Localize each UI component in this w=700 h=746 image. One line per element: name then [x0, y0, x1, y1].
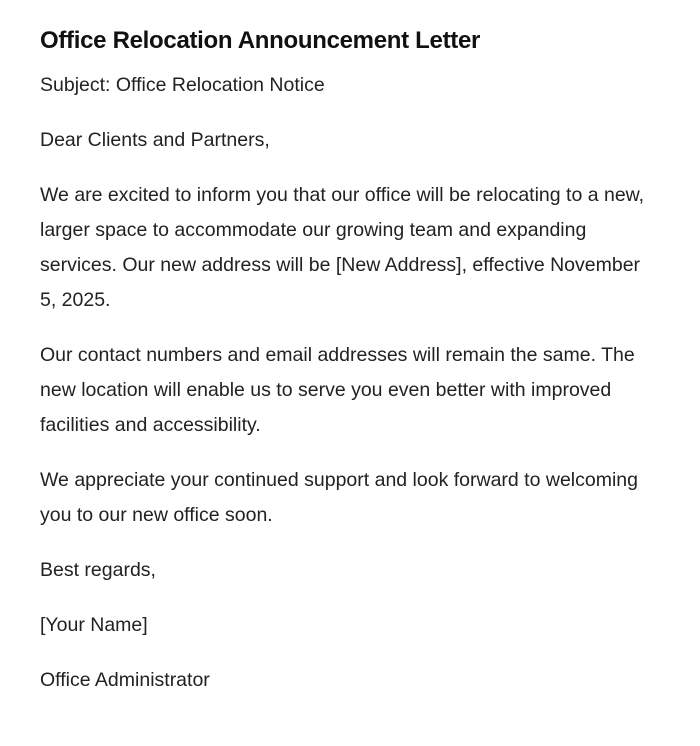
letter-document [40, 24, 660, 718]
signer-title: Office Administrator [40, 669, 210, 691]
document-title: Office Relocation Announcement Letter [40, 27, 481, 54]
signer-name: [Your Name] [40, 614, 148, 636]
closing: Best regards, [40, 559, 156, 581]
body-paragraph-3: We appreciate your continued support and look forward to welcoming you to our new office soon. [40, 469, 638, 526]
body-paragraph-2: Our contact numbers and email addresses will remain the same. The new location will enable us to serve you even better with improved facilities and accessibility. [40, 344, 635, 436]
salutation: Dear Clients and Partners, [40, 129, 270, 151]
subject-line: Subject: Office Relocation Notice [40, 74, 325, 96]
body-paragraph-1: We are excited to inform you that our office will be relocating to a new, larger space to accommodate our growing team and expanding services. Our new address will be [New Address], effective November 5, 2025. [40, 184, 645, 311]
